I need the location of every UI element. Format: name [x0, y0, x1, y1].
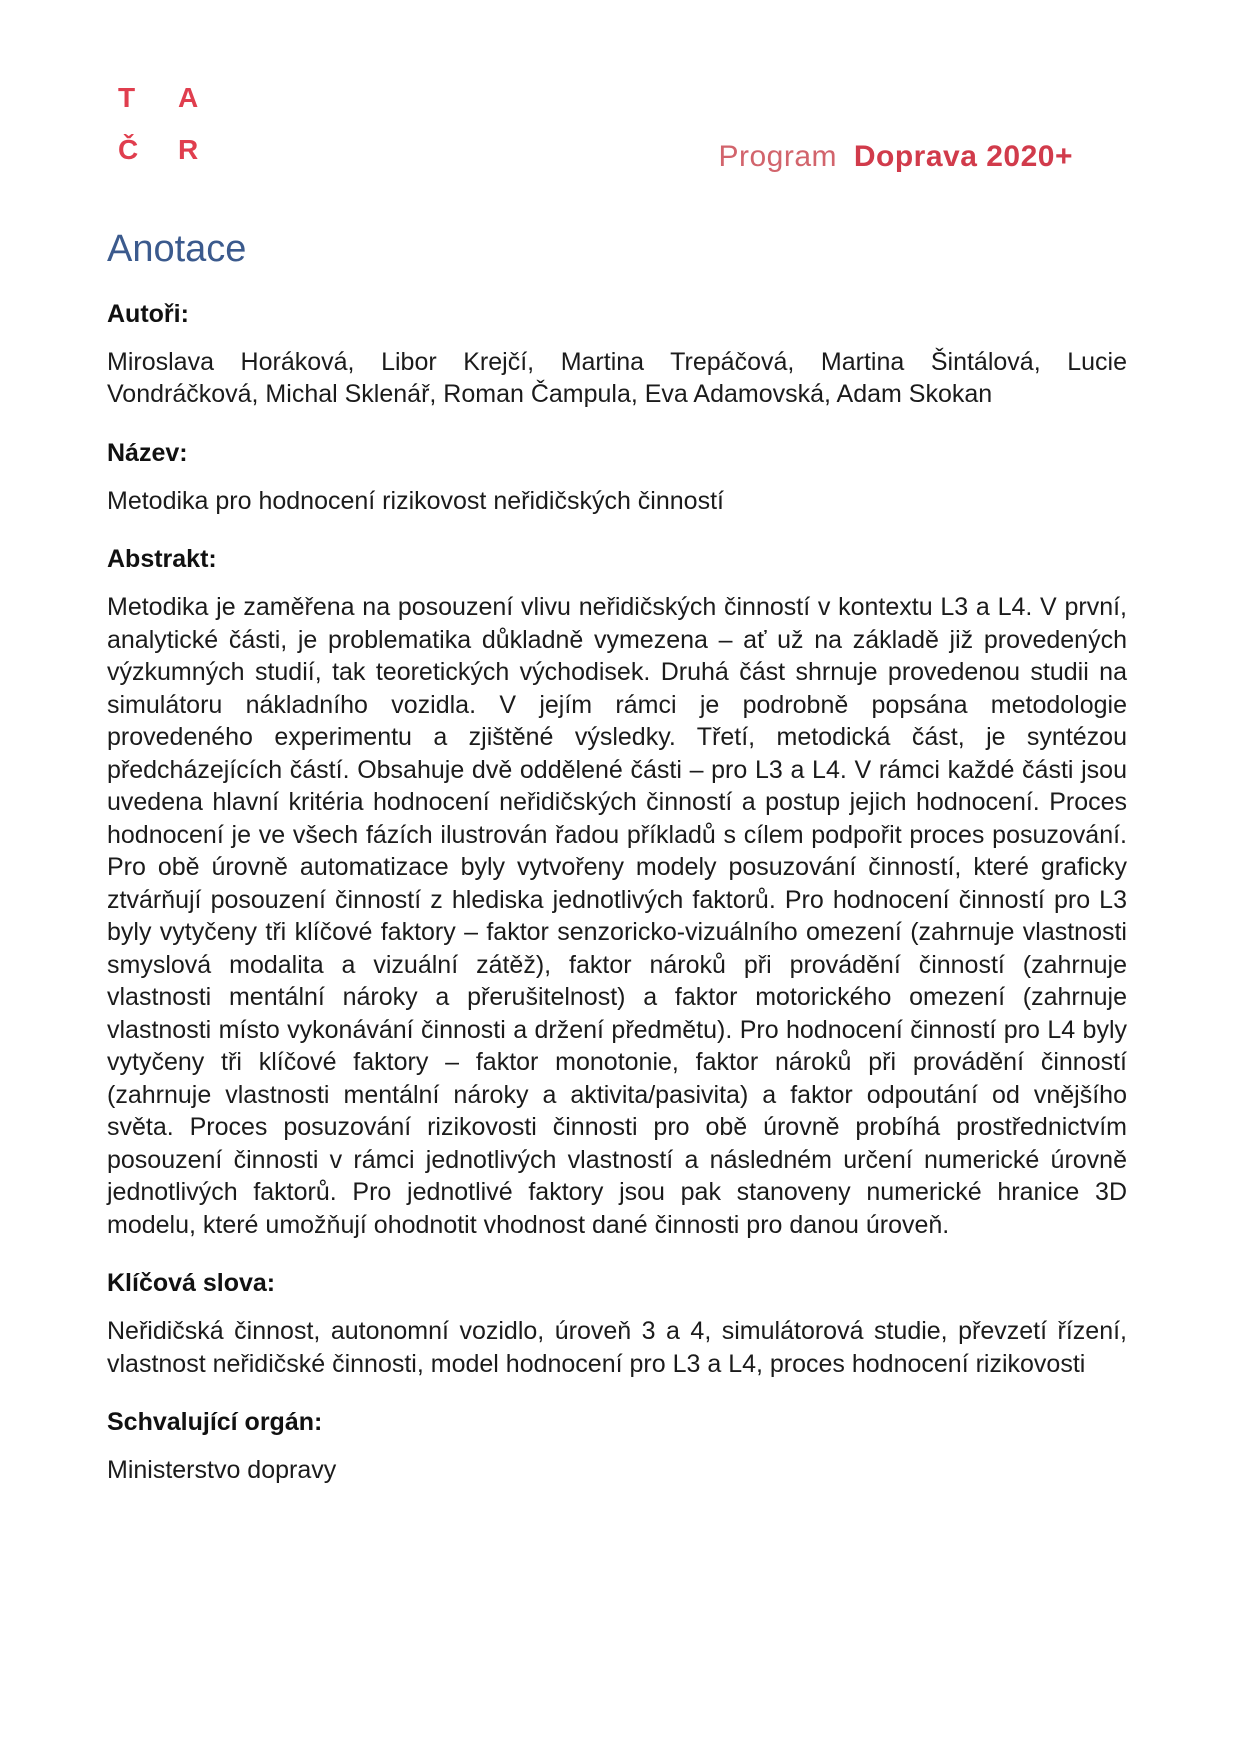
keywords-text: Neřidičská činnost, autonomní vozidlo, úroveň 3 a 4, simulátorová studie, převzetí řízení, vlastnost neřidičské činnosti, model hodnocení pro L3 a L4, proces hodnocení rizikovosti	[107, 1317, 1127, 1378]
keywords-label: Klíčová slova:	[107, 1269, 276, 1298]
abstract-label: Abstrakt:	[107, 545, 217, 574]
section-approving-authority	[107, 1405, 1127, 1487]
page-header	[107, 0, 1127, 173]
name-label: Název:	[107, 438, 188, 467]
section-abstract	[107, 542, 1127, 1241]
section-name	[107, 436, 1127, 518]
program-name: Doprava 2020+	[853, 140, 1073, 173]
logo-letter-a: A	[178, 82, 199, 113]
approving-authority-label: Schvalující orgán:	[107, 1408, 323, 1437]
program-wordmark	[718, 140, 1073, 174]
logo-letter-c: Č	[118, 134, 139, 165]
section-authors	[107, 297, 1127, 411]
section-keywords	[107, 1266, 1127, 1380]
tacr-logo	[118, 84, 238, 164]
logo-letter-t: T	[118, 82, 136, 113]
authors-text: Miroslava Horáková, Libor Krejčí, Martina Trepáčová, Martina Šintálová, Lucie Vondráčková, Michal Sklenář, Roman Čampula, Eva Adamovská, Adam Skokan	[107, 347, 1127, 409]
approving-authority-text: Ministerstvo dopravy	[107, 1456, 337, 1485]
page-title: Anotace	[107, 228, 247, 270]
program-prefix: Program	[718, 140, 838, 173]
name-text: Metodika pro hodnocení rizikovost neřidičských činností	[107, 486, 724, 515]
logo-letter-r: R	[178, 134, 199, 165]
authors-label: Autoři:	[107, 299, 189, 328]
abstract-text: Metodika je zaměřena na posouzení vlivu neřidičských činností v kontextu L3 a L4. V první, analytické části, je problematika důkladně vymezena – ať už na základě již provedených výzkumných studií, tak teoretických východisek. Druhá část shrnuje provedenou studii na simulátoru nákladního vozidla. V jejím rámci je podrobně popsána metodologie provedeného experimentu a zjištěné výsledky. Třetí, metodická část, je syntézou předcházejících částí. Obsahuje dvě oddělené části – pro L3 a L4. V rámci každé části jsou uvedena hlavní kritéria hodnocení neřidičských činností a postup jejich hodnocení. Proces hodnocení je ve všech fázích ilustrován řadou příkladů s cílem podpořit proces posuzování. Pro obě úrovně automatizace byly vytvořeny modely posuzování činností, které graficky ztvárňují posouzení činností z hlediska jednotlivých faktorů. Pro hodnocení činností pro L3 byly vytyčeny tři klíčové faktory – faktor senzoricko-vizuálního omezení (zahrnuje vlastnosti smyslová modalita a vizuální zátěž), faktor nároků při provádění činností (zahrnuje vlastnosti mentální nároky a přerušitelnost) a faktor motorického omezení (zahrnuje vlastnosti místo vykonávání činnosti a držení předmětu). Pro hodnocení činností pro L4 byly vytyčeny tři klíčové faktory – faktor monotonie, faktor nároků při provádění činností (zahrnuje vlastnosti mentální nároky a aktivita/pasivita) a faktor odpoutání od vnějšího světa. Proces posuzování rizikovosti činnosti pro obě úrovně probíhá prostřednictvím posouzení činnosti v rámci jednotlivých vlastností a následném určení numerické úrovně jednotlivých faktorů. Pro jednotlivé faktory jsou pak stanoveny numerické hranice 3D modelu, které umožňují ohodnotit vhodnost dané činnosti pro danou úroveň.	[107, 593, 1127, 1239]
